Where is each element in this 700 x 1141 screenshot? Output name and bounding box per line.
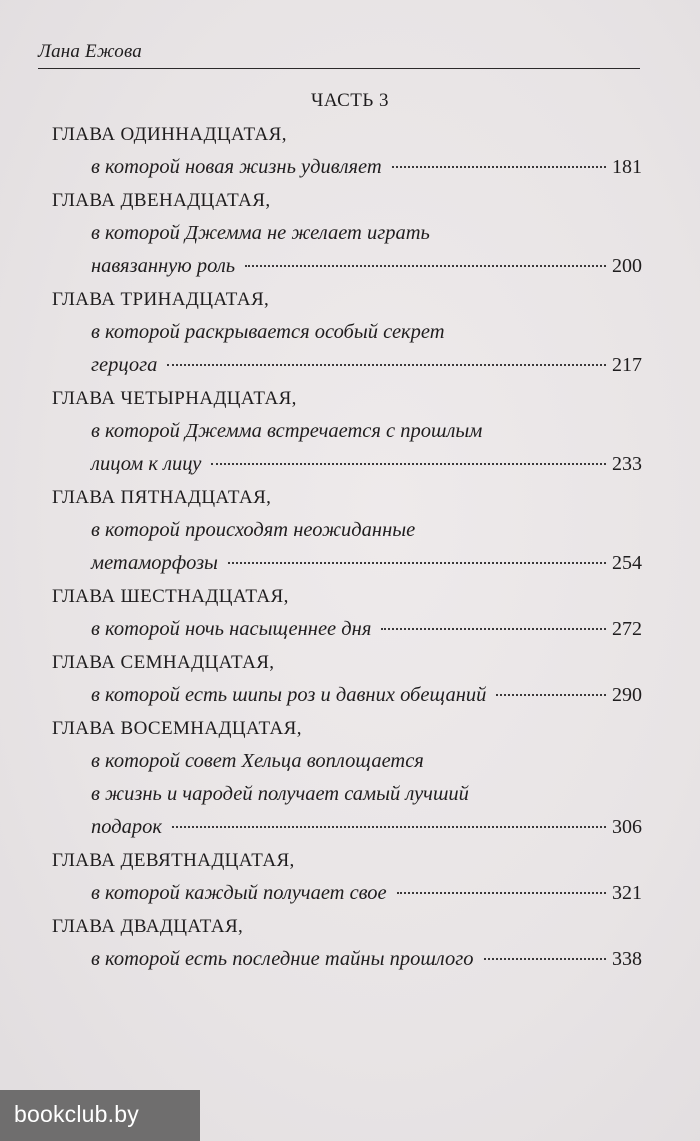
page-number: 321	[612, 882, 642, 904]
toc-entry	[52, 481, 642, 580]
chapter-subtitle	[52, 943, 642, 976]
chapter-subtitle	[52, 679, 642, 712]
page-number: 306	[612, 816, 642, 838]
chapter-subtitle-line: в жизнь и чародей получает самый лучший	[91, 783, 469, 805]
chapter-subtitle-text: в которой есть последние тайны прошлого	[91, 948, 474, 970]
page-number: 217	[612, 354, 642, 376]
chapter-title: ГЛАВА ШЕСТНАДЦАТАЯ,	[52, 586, 289, 607]
dot-leader	[392, 166, 606, 168]
chapter-subtitle-last-line	[91, 250, 642, 283]
toc-entry	[52, 184, 642, 283]
chapter-title: ГЛАВА ДВАДЦАТАЯ,	[52, 916, 244, 937]
page-number: 233	[612, 453, 642, 475]
chapter-subtitle-text: лицом к лицу	[91, 453, 202, 475]
chapter-subtitle-text: в которой ночь насыщеннее дня	[91, 618, 372, 640]
dot-leader	[397, 892, 606, 894]
chapter-subtitle	[52, 316, 642, 382]
watermark	[0, 1090, 200, 1141]
dot-leader	[228, 562, 606, 564]
author-name: Лана Ежова	[38, 41, 142, 62]
chapter-title: ГЛАВА ЧЕТЫРНАДЦАТАЯ,	[52, 388, 297, 409]
chapter-subtitle-line: в которой происходят неожиданные	[91, 519, 416, 541]
dot-leader	[167, 364, 606, 366]
chapter-subtitle-line: в которой Джемма встречается с прошлым	[91, 420, 483, 442]
chapter-subtitle	[52, 514, 642, 580]
chapter-subtitle	[52, 877, 642, 910]
toc-entry	[52, 910, 642, 976]
page-number: 338	[612, 948, 642, 970]
chapter-subtitle-last-line	[91, 547, 642, 580]
dot-leader	[172, 826, 606, 828]
chapter-subtitle-text: подарок	[91, 816, 162, 838]
toc-entry	[52, 118, 642, 184]
page-number: 254	[612, 552, 642, 574]
running-header	[38, 38, 640, 69]
chapter-subtitle-text: в которой есть шипы роз и давних обещаний	[91, 684, 487, 706]
chapter-subtitle	[52, 415, 642, 481]
dot-leader	[484, 958, 607, 960]
chapter-title: ГЛАВА СЕМНАДЦАТАЯ,	[52, 652, 275, 673]
watermark-text: bookclub.by	[14, 1101, 139, 1127]
toc-entry	[52, 844, 642, 910]
chapter-subtitle-line: в которой раскрывается особый секрет	[91, 321, 445, 343]
chapter-title: ГЛАВА ПЯТНАДЦАТАЯ,	[52, 487, 272, 508]
dot-leader	[496, 694, 606, 696]
chapter-title: ГЛАВА ВОСЕМНАДЦАТАЯ,	[52, 718, 302, 739]
chapter-subtitle-text: метаморфозы	[91, 552, 218, 574]
chapter-subtitle-last-line	[91, 151, 642, 184]
chapter-title: ГЛАВА ОДИННАДЦАТАЯ,	[52, 124, 287, 145]
chapter-subtitle-last-line	[91, 811, 642, 844]
chapter-subtitle-last-line	[91, 349, 642, 382]
chapter-subtitle	[52, 217, 642, 283]
dot-leader	[211, 463, 606, 465]
dot-leader	[381, 628, 606, 630]
chapter-subtitle-text: навязанную роль	[91, 255, 236, 277]
chapter-subtitle	[52, 151, 642, 184]
chapter-subtitle-text: герцога	[91, 354, 158, 376]
chapter-title: ГЛАВА ТРИНАДЦАТАЯ,	[52, 289, 270, 310]
dot-leader	[245, 265, 606, 267]
page-number: 272	[612, 618, 642, 640]
chapter-subtitle-last-line	[91, 679, 642, 712]
toc-entry	[52, 283, 642, 382]
chapter-subtitle-text: в которой новая жизнь удивляет	[91, 156, 382, 178]
chapter-subtitle-last-line	[91, 877, 642, 910]
chapter-title: ГЛАВА ДВЕНАДЦАТАЯ,	[52, 190, 271, 211]
toc-entry	[52, 712, 642, 844]
chapter-title: ГЛАВА ДЕВЯТНАДЦАТАЯ,	[52, 850, 295, 871]
chapter-subtitle	[52, 745, 642, 844]
chapter-subtitle-line: в которой совет Хельца воплощается	[91, 750, 424, 772]
page-number: 181	[612, 156, 642, 178]
toc-entry	[52, 646, 642, 712]
chapter-subtitle	[52, 613, 642, 646]
page-number: 200	[612, 255, 642, 277]
table-of-contents	[52, 118, 642, 976]
chapter-subtitle-text: в которой каждый получает свое	[91, 882, 387, 904]
toc-entry	[52, 382, 642, 481]
chapter-subtitle-last-line	[91, 943, 642, 976]
toc-entry	[52, 580, 642, 646]
chapter-subtitle-line: в которой Джемма не желает играть	[91, 222, 430, 244]
part-title: ЧАСТЬ 3	[310, 90, 390, 111]
chapter-subtitle-last-line	[91, 613, 642, 646]
page-number: 290	[612, 684, 642, 706]
chapter-subtitle-last-line	[91, 448, 642, 481]
